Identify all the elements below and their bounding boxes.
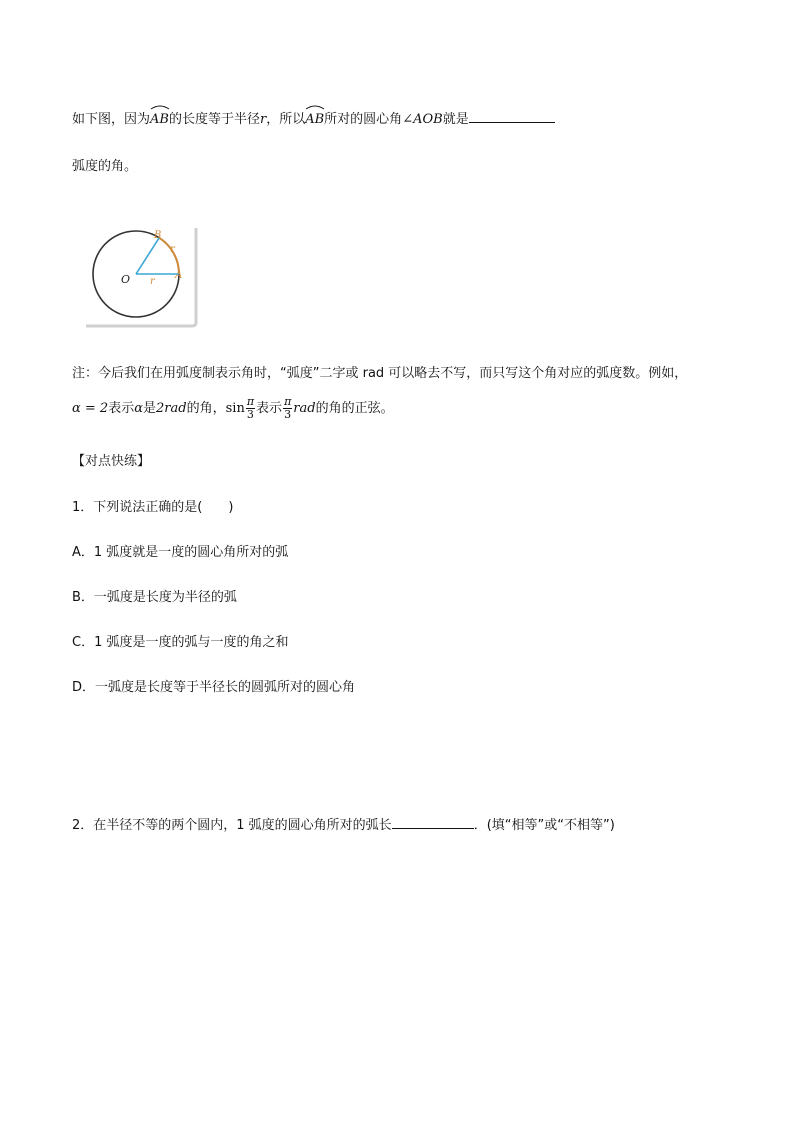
two-rad: 2rad	[156, 401, 187, 416]
label-r-radius: r	[150, 276, 155, 287]
rad-unit: rad	[293, 401, 316, 416]
circle-figure	[84, 226, 200, 328]
fraction-pi-over-3-a: $\frac{\pi}{3}$	[246, 395, 255, 421]
label-o: O	[121, 273, 131, 286]
arc-ab-symbol-1: AB	[150, 110, 169, 130]
question-1: 1．下列说法正确的是( )	[72, 500, 234, 515]
option-c[interactable]: C．1 弧度是一度的弧与一度的角之和	[72, 635, 289, 650]
label-b: B	[154, 230, 162, 241]
sin-symbol: sin	[225, 401, 245, 416]
note-text-c: 的角，	[186, 401, 226, 416]
question-2-text-a: 2．在半径不等的两个圆内，1 弧度的圆心角所对的弧长	[72, 818, 392, 833]
option-d[interactable]: D．一弧度是长度等于半径长的圆弧所对的圆心角	[72, 680, 356, 695]
radius-symbol: r	[259, 112, 267, 127]
intro-line-2: 弧度的角。	[72, 159, 138, 174]
option-b[interactable]: B．一弧度是长度为半径的弧	[72, 590, 237, 605]
alpha-equation: α = 2	[72, 401, 109, 416]
note-text-e: 的角的正弦。	[315, 401, 394, 416]
note-text-d: 表示	[256, 401, 283, 416]
intro-text-e: 就是	[442, 112, 469, 127]
answer-blank-2[interactable]	[392, 814, 474, 829]
intro-text-a: 如下图，因为	[72, 112, 151, 127]
intro-text-b: 的长度等于半径	[168, 112, 260, 127]
label-a: A	[175, 270, 183, 281]
note-text-b: 是	[143, 401, 157, 416]
practice-heading: 【对点快练】	[72, 454, 151, 469]
angle-aob: ∠AOB	[402, 112, 443, 127]
arc-hat-icon	[150, 104, 170, 110]
question-2	[72, 814, 615, 836]
answer-blank-1[interactable]	[469, 108, 555, 123]
intro-text-d: 所对的圆心角	[324, 112, 403, 127]
arc-ab-symbol-2: AB	[305, 110, 324, 130]
radius-ob	[136, 238, 159, 274]
question-2-text-b: ．(填“相等”或“不相等”)	[473, 818, 615, 833]
intro-line-1	[72, 108, 555, 130]
alpha-symbol: α	[134, 401, 144, 416]
note-line-2	[72, 396, 394, 422]
note-line-1: 注：今后我们在用弧度制表示角时，“弧度”二字或 rad 可以略去不写，而只写这个角对应的弧度数。例如，	[72, 366, 688, 381]
arc-hat-icon	[305, 104, 325, 110]
note-text-a: 表示	[108, 401, 135, 416]
intro-text-c: ，所以	[266, 112, 306, 127]
fraction-pi-over-3-b: $\frac{\pi}{3}$	[284, 395, 292, 421]
label-r-arc: r	[170, 244, 175, 255]
option-a[interactable]: A．1 弧度就是一度的圆心角所对的弧	[72, 545, 289, 560]
